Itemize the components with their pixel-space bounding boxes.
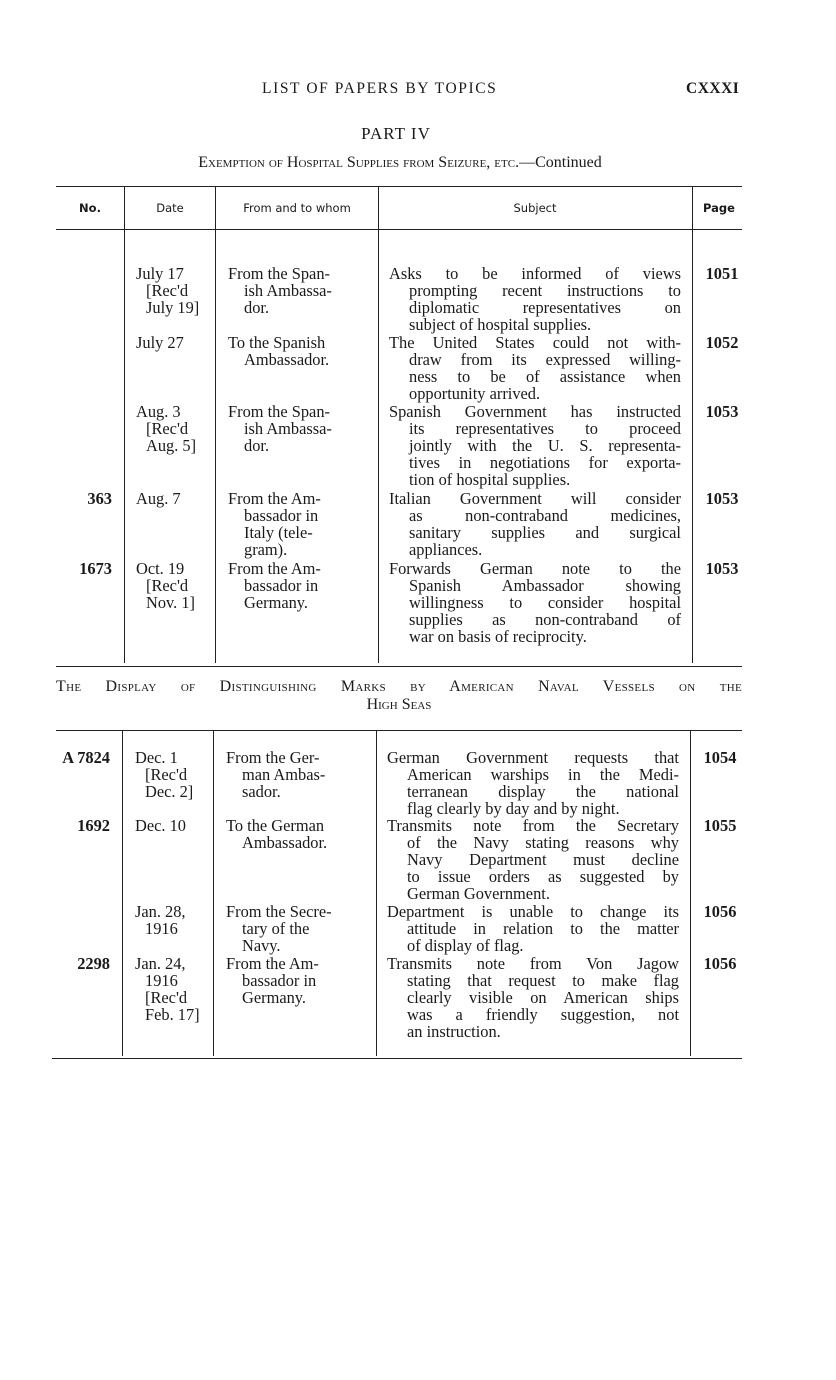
subject-line: of the Navy stating reasons why [407, 833, 679, 852]
date-line: Feb. 17] [145, 1005, 200, 1024]
column-header-no: No. [79, 201, 101, 215]
subject-line: sanitary supplies and surgical [409, 523, 681, 542]
from-to-line: dor. [244, 436, 270, 455]
subject-line: stating that request to make flag [407, 971, 679, 990]
running-head [0, 80, 836, 100]
subject-line: its representatives to proceed [409, 419, 681, 438]
date-line: Jan. 24, [135, 954, 186, 973]
date-line: Dec. 1 [135, 748, 178, 767]
subject-line: as non-contraband medicines, [409, 506, 681, 525]
from-to-line: ish Ambassa- [244, 281, 332, 300]
date-line: [Rec'd [146, 576, 189, 595]
row-subject [389, 403, 681, 488]
row-from-to [226, 903, 376, 954]
section-heading-naval-marks-line2: High Seas [366, 696, 432, 713]
row-from-to [228, 490, 378, 558]
from-to-line: From the Span- [228, 264, 330, 283]
from-to-line: From the Secre- [226, 902, 332, 921]
row-subject [389, 560, 681, 645]
row-from-to [228, 560, 378, 611]
subject-line: prompting recent instructions to [409, 281, 681, 300]
row-number: A 7824 [62, 748, 110, 767]
from-to-line: Navy. [242, 936, 281, 955]
subject-line: German Government. [407, 884, 550, 903]
row-from-to [228, 265, 378, 316]
subject-line: Transmits note from the Secretary [387, 816, 679, 835]
date-line: 1916 [145, 919, 178, 938]
table2-col-divider [376, 731, 377, 1056]
date-line: Aug. 5] [146, 436, 197, 455]
subject-line: Italian Government will consider [389, 489, 681, 508]
row-subject [387, 817, 679, 902]
date-line: Dec. 2] [145, 782, 194, 801]
subject-line: appliances. [409, 540, 483, 559]
row-from-to [226, 817, 376, 851]
row-page: 1055 [703, 816, 737, 835]
column-header-subject: Subject [513, 201, 557, 215]
row-date [135, 749, 215, 800]
date-line: 1916 [145, 971, 178, 990]
subject-line: ness to be of assistance when [409, 367, 681, 386]
table1-col-divider [124, 187, 125, 663]
row-date [136, 265, 216, 316]
table1-header-rule [56, 229, 742, 230]
date-line: Oct. 19 [136, 559, 185, 578]
date-line: Aug. 3 [136, 402, 181, 421]
date-line: Dec. 10 [135, 816, 186, 835]
row-date [136, 490, 216, 507]
row-date [135, 903, 215, 937]
row-page: 1052 [705, 333, 739, 352]
table2-col-divider [122, 731, 123, 1056]
subject-line: German Government requests that [387, 748, 679, 767]
subject-line: American warships in the Medi- [407, 765, 679, 784]
row-page: 1054 [703, 748, 737, 767]
from-to-line: From the Span- [228, 402, 330, 421]
subject-line: was a friendly suggestion, not [407, 1005, 679, 1024]
from-to-line: bassador in [244, 576, 319, 595]
from-to-line: bassador in [244, 506, 319, 525]
subject-line: Navy Department must decline [407, 850, 679, 869]
subject-line: tives in negotiations for exporta- [409, 453, 681, 472]
row-subject [387, 903, 679, 954]
date-line: July 27 [136, 333, 184, 352]
date-line: [Rec'd [145, 765, 188, 784]
subject-line: Asks to be informed of views [389, 264, 681, 283]
subject-line: opportunity arrived. [409, 384, 541, 403]
row-page: 1056 [703, 902, 737, 921]
row-date [135, 817, 215, 834]
subject-line: Spanish Government has instructed [389, 402, 681, 421]
from-to-line: gram). [244, 540, 288, 559]
row-date [136, 334, 216, 351]
subject-line: clearly visible on American ships [407, 988, 679, 1007]
date-line: [Rec'd [146, 419, 189, 438]
from-to-line: To the German [226, 816, 325, 835]
running-title: LIST OF PAPERS BY TOPICS [262, 80, 498, 97]
subject-line: willingness to consider hospital [409, 593, 681, 612]
date-line: Nov. 1] [146, 593, 196, 612]
row-from-to [226, 955, 376, 1006]
from-to-line: Germany. [242, 988, 307, 1007]
row-date [136, 560, 216, 611]
table2-top-rule [56, 730, 742, 731]
row-number: 1692 [77, 816, 110, 835]
subject-line: flag clearly by day and by night. [407, 799, 620, 818]
from-to-line: ish Ambassa- [244, 419, 332, 438]
subject-line: Forwards German note to the [389, 559, 681, 578]
row-subject [387, 749, 679, 817]
table1-col-divider [378, 187, 379, 663]
column-header-from-to: From and to whom [243, 201, 351, 215]
from-to-line: Italy (tele- [244, 523, 313, 542]
subject-line: The United States could not with- [389, 333, 681, 352]
subject-line: attitude in relation to the matter [407, 919, 679, 938]
row-from-to [226, 749, 376, 800]
subject-line: of display of flag. [407, 936, 524, 955]
subject-line: an instruction. [407, 1022, 501, 1041]
from-to-line: To the Spanish [228, 333, 326, 352]
table1-top-rule [56, 186, 742, 187]
column-header-date: Date [156, 201, 184, 215]
date-line: Jan. 28, [135, 902, 186, 921]
date-line: Aug. 7 [136, 489, 181, 508]
table1-col-divider [692, 187, 693, 663]
subject-line: jointly with the U. S. representa- [409, 436, 681, 455]
from-to-line: tary of the [242, 919, 310, 938]
row-number: 2298 [77, 954, 110, 973]
date-line: July 19] [146, 298, 200, 317]
from-to-line: From the Ger- [226, 748, 320, 767]
row-date [135, 955, 215, 1023]
subject-line: diplomatic representatives on [409, 298, 681, 317]
section-heading-naval-marks: The Display of Distinguishing Marks by American Naval Vessels on the [56, 678, 742, 695]
from-to-line: From the Am- [228, 489, 321, 508]
table2-col-divider [690, 731, 691, 1056]
table1-bottom-rule [56, 666, 742, 667]
subject-line: war on basis of reciprocity. [409, 627, 587, 646]
from-to-line: From the Am- [226, 954, 319, 973]
subject-line: Transmits note from Von Jagow [387, 954, 679, 973]
subject-line: subject of hospital supplies. [409, 315, 592, 334]
row-page: 1053 [705, 559, 739, 578]
subject-line: terranean display the national [407, 782, 679, 801]
row-subject [389, 265, 681, 333]
row-page: 1056 [703, 954, 737, 973]
row-page: 1053 [705, 402, 739, 421]
page-folio: CXXXI [686, 80, 740, 97]
subject-line: Spanish Ambassador showing [409, 576, 681, 595]
subject-line: supplies as non-contraband of [409, 610, 681, 629]
row-subject [389, 334, 681, 402]
table2-bottom-rule [52, 1058, 742, 1059]
date-line: [Rec'd [145, 988, 188, 1007]
row-from-to [228, 334, 378, 368]
from-to-line: From the Am- [228, 559, 321, 578]
from-to-line: dor. [244, 298, 270, 317]
date-line: July 17 [136, 264, 184, 283]
date-line: [Rec'd [146, 281, 189, 300]
from-to-line: bassador in [242, 971, 317, 990]
section-heading-hospital-supplies: Exemption of Hospital Supplies from Seizure, etc.—Continued [198, 154, 602, 171]
row-number: 1673 [79, 559, 112, 578]
part-title: PART IV [361, 124, 431, 143]
row-page: 1051 [705, 264, 739, 283]
from-to-line: Germany. [244, 593, 309, 612]
subject-line: Department is unable to change its [387, 902, 679, 921]
column-header-page: Page [703, 201, 735, 215]
from-to-line: Ambassador. [242, 833, 328, 852]
subject-line: tion of hospital supplies. [409, 470, 571, 489]
row-page: 1053 [705, 489, 739, 508]
subject-line: draw from its expressed willing- [409, 350, 681, 369]
from-to-line: man Ambas- [242, 765, 326, 784]
from-to-line: Ambassador. [244, 350, 330, 369]
row-number: 363 [87, 489, 112, 508]
subject-line: to issue orders as suggested by [407, 867, 679, 886]
row-subject [387, 955, 679, 1040]
from-to-line: sador. [242, 782, 281, 801]
row-from-to [228, 403, 378, 454]
row-date [136, 403, 216, 454]
row-subject [389, 490, 681, 558]
